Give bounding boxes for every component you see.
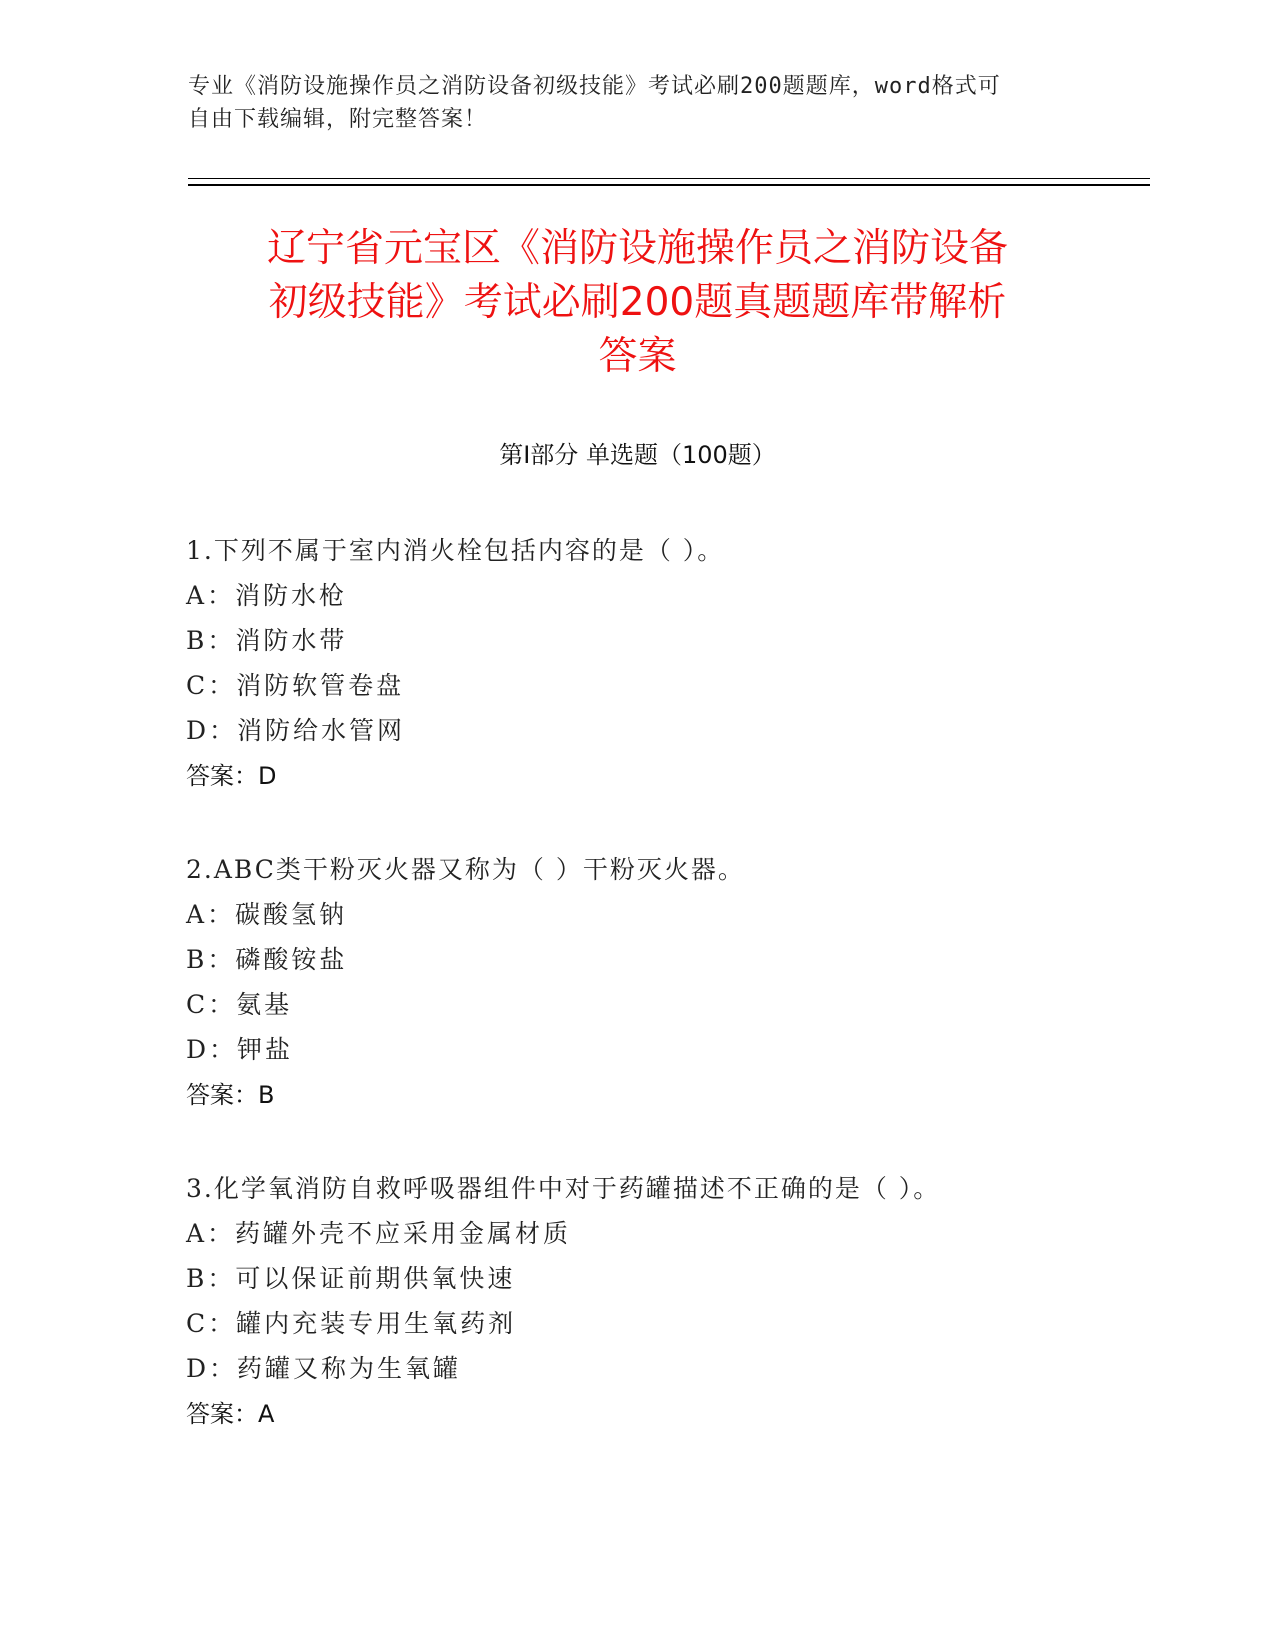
answer: 答案：B xyxy=(186,1081,275,1109)
option-b: B：消防水带 xyxy=(186,626,348,655)
document-title-line-3: 答案 xyxy=(598,334,677,379)
document-title-line-2: 初级技能》考试必刷200题真题题库带解析 xyxy=(268,280,1007,325)
answer: 答案：A xyxy=(186,1400,275,1428)
answer: 答案：D xyxy=(186,762,277,790)
question-1 xyxy=(186,528,1186,799)
section-title: 第Ⅰ部分 单选题（100题） xyxy=(499,441,776,469)
option-c: C：罐内充装专用生氧药剂 xyxy=(186,1309,517,1338)
option-a: A：药罐外壳不应采用金属材质 xyxy=(186,1219,572,1248)
question-3 xyxy=(186,1166,1186,1437)
header-divider-thin xyxy=(188,178,1150,179)
document-title-line-1: 辽宁省元宝区《消防设施操作员之消防设备 xyxy=(266,226,1008,271)
question-stem: 3.化学氧消防自救呼吸器组件中对于药罐描述不正确的是（ ）。 xyxy=(186,1174,941,1203)
header-note-line-2: 自由下载编辑，附完整答案！ xyxy=(188,107,488,132)
option-c: C：氨基 xyxy=(186,990,293,1019)
option-d: D：消防给水管网 xyxy=(186,716,406,745)
option-a: A：消防水枪 xyxy=(186,581,348,610)
option-c: C：消防软管卷盘 xyxy=(186,671,405,700)
option-d: D：钾盐 xyxy=(186,1035,294,1064)
question-stem: 1.下列不属于室内消火栓包括内容的是（ ）。 xyxy=(186,536,725,565)
option-b: B：可以保证前期供氧快速 xyxy=(186,1264,516,1293)
header-note-line-1: 专业《消防设施操作员之消防设备初级技能》考试必刷200题题库，word格式可 xyxy=(188,74,1001,99)
header-divider-thick xyxy=(188,184,1150,186)
option-a: A：碳酸氢钠 xyxy=(186,900,348,929)
header-note xyxy=(188,70,1088,136)
option-d: D：药罐又称为生氧罐 xyxy=(186,1354,462,1383)
question-2 xyxy=(186,847,1186,1118)
question-stem: 2.ABC类干粉灭火器又称为（ ）干粉灭火器。 xyxy=(186,855,745,884)
option-b: B：磷酸铵盐 xyxy=(186,945,348,974)
document-title xyxy=(140,222,1135,384)
